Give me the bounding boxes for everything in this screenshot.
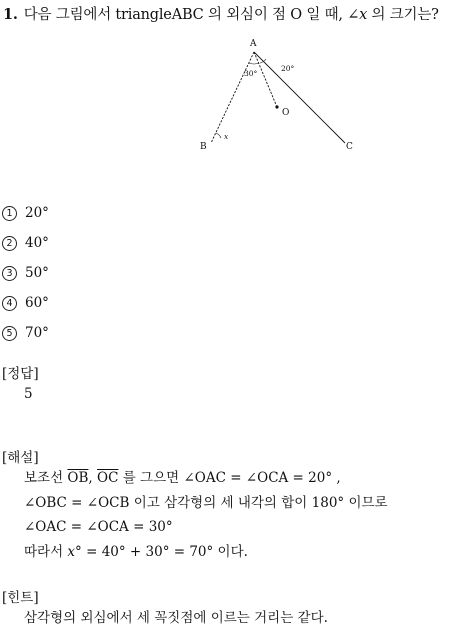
circumcenter-label-o: O — [282, 108, 290, 118]
explanation-line-4-a: 따라서 — [24, 543, 68, 560]
explanation-line-1 — [24, 466, 388, 491]
explanation-line-1-b: 를 그으면 ∠OAC = ∠OCA = 20° , — [118, 470, 341, 486]
question-title — [3, 3, 439, 24]
explanation-body — [24, 466, 388, 564]
answer-value: 5 — [24, 386, 33, 402]
choice-number-5: 5 — [2, 326, 17, 341]
explanation-line-4 — [24, 540, 388, 565]
question-variable: x — [359, 7, 368, 23]
explanation-line-1-a: 보조선 — [24, 470, 68, 486]
choice-text-4: 60° — [25, 295, 49, 311]
choice-5[interactable] — [2, 318, 49, 348]
choice-number-3: 3 — [2, 266, 17, 281]
segment-ao — [254, 52, 277, 107]
question-number: 1. — [3, 6, 18, 23]
vertex-label-a: A — [250, 39, 257, 49]
triangle-figure — [196, 34, 366, 160]
explanation-line-4-b: ° = 40° + 30° = 70° 이다. — [75, 543, 248, 560]
circumcenter-point — [275, 105, 278, 108]
side-ab — [211, 52, 254, 143]
segment-oc: $\overline{OC}$ — [97, 470, 119, 486]
choice-2[interactable] — [2, 228, 49, 258]
choice-4[interactable] — [2, 288, 49, 318]
choice-3[interactable] — [2, 258, 49, 288]
explanation-heading: [해설] — [2, 450, 39, 466]
hint-text: 삼각형의 외심에서 세 꼭짓점에 이르는 거리는 같다. — [24, 610, 328, 626]
explanation-variable: x — [67, 543, 76, 560]
question-text-suffix: 의 크기는? — [367, 7, 439, 23]
triangle-diagram — [196, 34, 366, 160]
angle-label-x: x — [224, 132, 229, 141]
angle-arc-b — [216, 133, 221, 138]
choice-number-4: 4 — [2, 296, 17, 311]
explanation-line-1-sep: , — [88, 470, 98, 486]
explanation-line-3: ∠OAC = ∠OCA = 30° — [24, 519, 173, 535]
choice-text-5: 70° — [25, 325, 49, 341]
choice-text-2: 40° — [25, 235, 49, 251]
angle-arc-left — [249, 63, 259, 64]
segment-ob: $\overline{OB}$ — [67, 470, 89, 486]
explanation-line-2: ∠OBC = ∠OCB 이고 삼각형의 세 내각의 합이 180° 이므로 — [24, 494, 388, 511]
answer-heading: [정답] — [2, 366, 39, 382]
choice-1[interactable] — [2, 198, 49, 228]
choice-number-2: 2 — [2, 236, 17, 251]
side-ac — [254, 52, 345, 143]
hint-heading: [힌트] — [2, 590, 39, 606]
choice-text-1: 20° — [25, 205, 49, 221]
choice-number-1: 1 — [2, 206, 17, 221]
vertex-label-b: B — [200, 142, 207, 152]
choice-list — [2, 198, 49, 348]
vertex-label-c: C — [346, 142, 353, 152]
question-text-prefix: 다음 그림에서 triangleABC 의 외심이 점 O 일 때, ∠ — [23, 7, 360, 23]
choice-text-3: 50° — [25, 265, 49, 281]
angle-label-20: 20° — [281, 64, 295, 73]
angle-label-30: 30° — [244, 69, 258, 78]
